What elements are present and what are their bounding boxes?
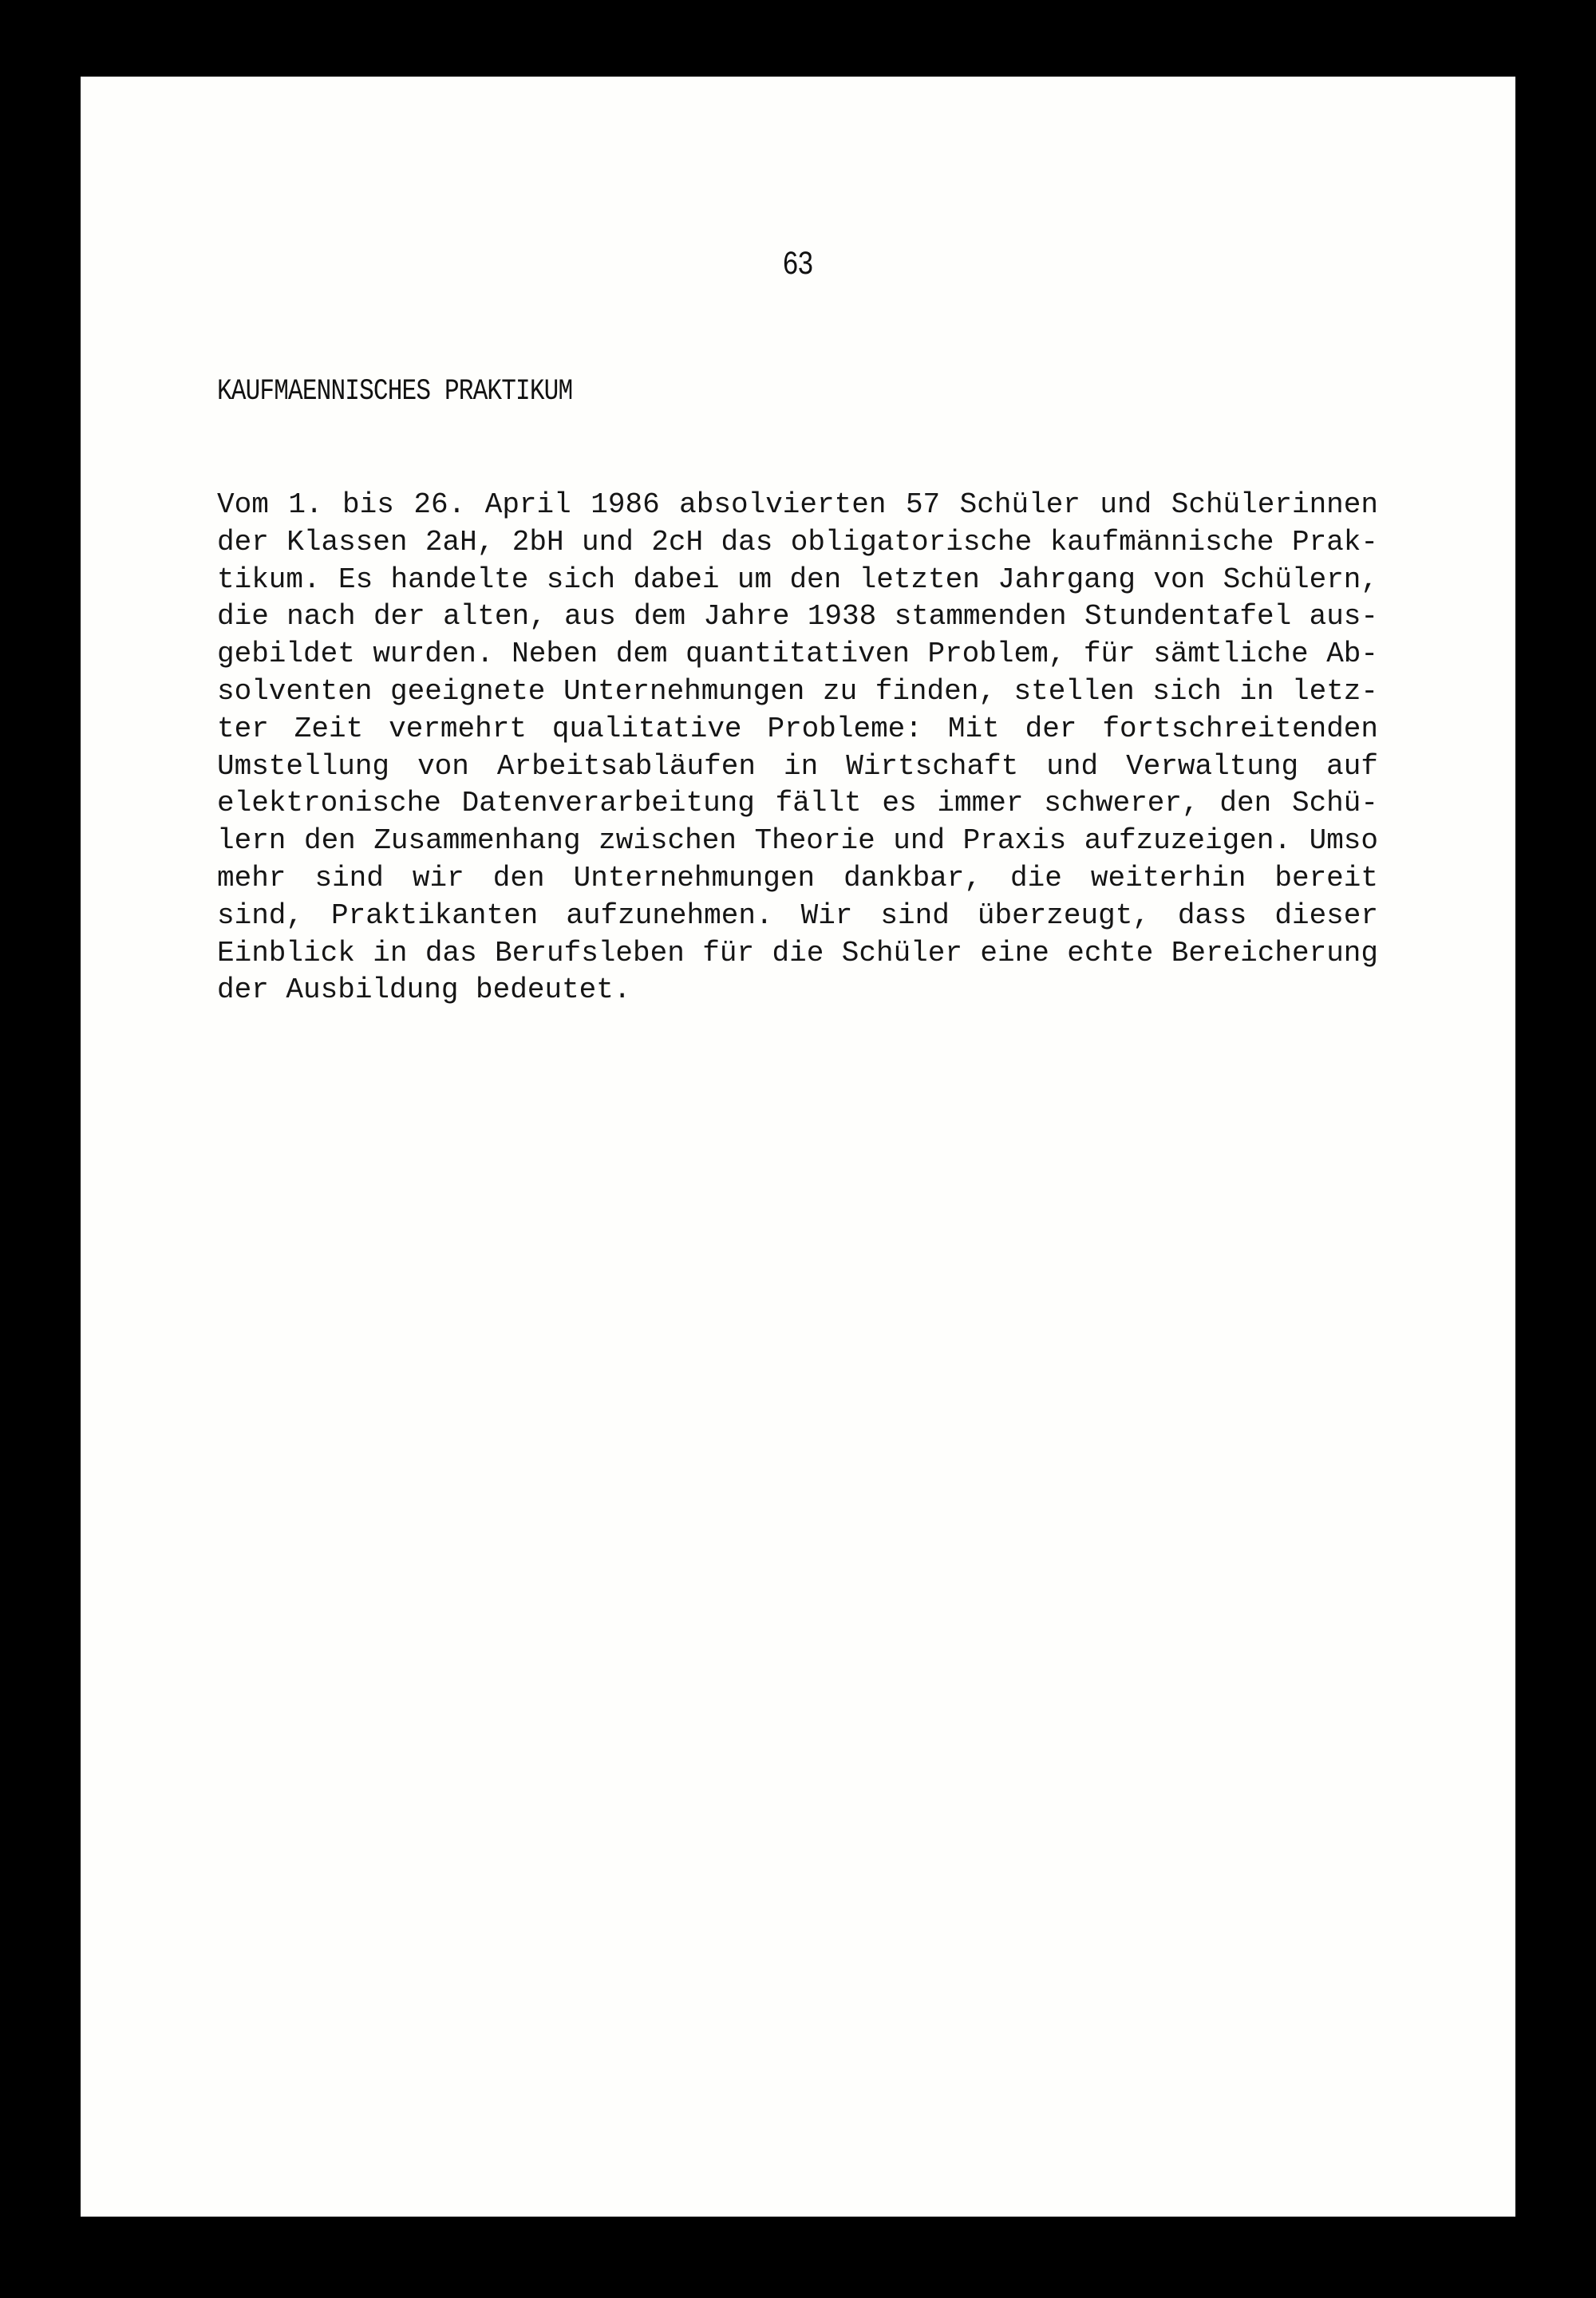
- text-line: ter Zeit vermehrt qualitative Probleme: Mit der fortschreitenden: [217, 712, 1378, 745]
- text-line: elektronische Datenverarbeitung fällt es immer schwerer, den Schü-: [217, 787, 1378, 820]
- page-number: 63: [783, 246, 813, 281]
- body-paragraph: [217, 487, 1378, 1009]
- text-line: der Ausbildung bedeutet.: [217, 973, 631, 1007]
- text-line: tikum. Es handelte sich dabei um den letzten Jahrgang von Schülern,: [217, 563, 1378, 596]
- text-line: sind, Praktikanten aufzunehmen. Wir sind überzeugt, dass dieser: [217, 898, 1378, 932]
- text-line: Umstellung von Arbeitsabläufen in Wirtschaft und Verwaltung auf: [217, 749, 1378, 783]
- text-line: der Klassen 2aH, 2bH und 2cH das obligatorische kaufmännische Prak-: [217, 525, 1378, 559]
- text-line: Einblick in das Berufsleben für die Schüler eine echte Bereicherung: [217, 936, 1378, 969]
- text-line: lern den Zusammenhang zwischen Theorie und Praxis aufzuzeigen. Umso: [217, 824, 1378, 858]
- text-line: gebildet wurden. Neben dem quantitativen Problem, für sämtliche Ab-: [217, 638, 1378, 671]
- text-line: die nach der alten, aus dem Jahre 1938 stammenden Stundentafel aus-: [217, 600, 1378, 634]
- document-page: [81, 77, 1515, 2217]
- text-line: solventen geeignete Unternehmungen zu finden, stellen sich in letz-: [217, 674, 1378, 708]
- text-line: Vom 1. bis 26. April 1986 absolvierten 57 Schüler und Schülerinnen: [217, 488, 1378, 521]
- section-heading: KAUFMAENNISCHES PRAKTIKUM: [217, 375, 573, 409]
- text-line: mehr sind wir den Unternehmungen dankbar, die weiterhin bereit: [217, 861, 1378, 894]
